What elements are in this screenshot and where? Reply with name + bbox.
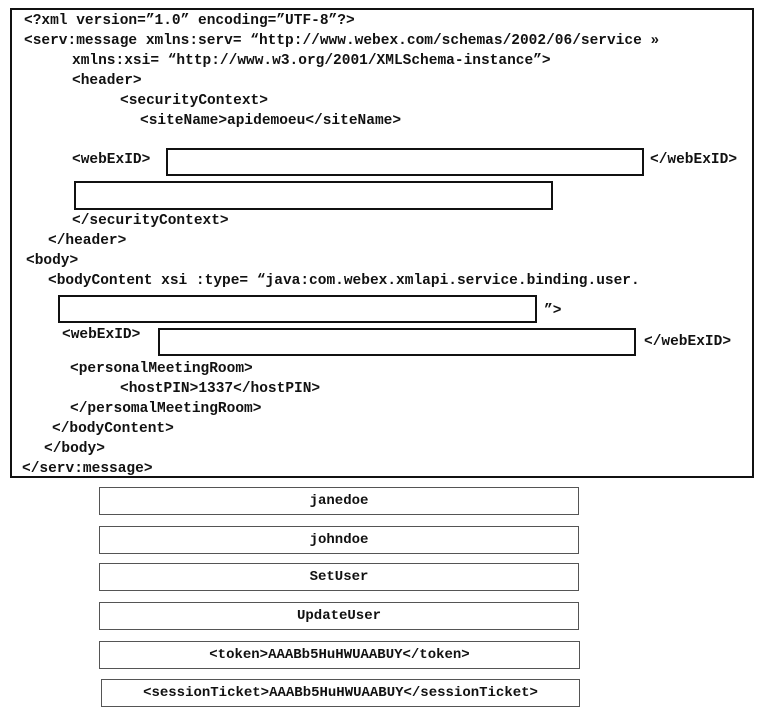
- code-line-header-close: </header>: [48, 233, 127, 249]
- code-line-body-content-close: </bodyContent>: [52, 421, 174, 437]
- code-line-type-close: ”>: [544, 303, 562, 319]
- code-line-webexid-close-2: </webExID>: [644, 334, 732, 350]
- code-line-pmr-open: <personalMeetingRoom>: [70, 361, 253, 377]
- code-line-body-content-open: <bodyContent xsi :type= “java:com.webex.xmlapi.service.binding.user.: [48, 273, 640, 289]
- code-line-body-close: </body>: [44, 441, 105, 457]
- drop-zone-security-credential[interactable]: [74, 181, 553, 210]
- code-line-serv-message-close: </serv:message>: [22, 461, 153, 477]
- code-line-xmlns-xsi: xmlns:xsi= “http://www.w3.org/2001/XMLSchema-instance”>: [72, 53, 551, 69]
- code-line-pmr-close: </persomalMeetingRoom>: [70, 401, 262, 417]
- drop-zone-body-content-type[interactable]: [58, 295, 537, 323]
- code-line-webexid-open-2: <webExID>: [62, 327, 141, 343]
- code-line-host-pin: <hostPIN>1337</hostPIN>: [120, 381, 321, 397]
- drop-zone-security-webexid[interactable]: [166, 148, 644, 176]
- code-line-security-context-open: <securityContext>: [120, 93, 268, 109]
- code-line-security-context-close: </securityContext>: [72, 213, 229, 229]
- drop-zone-body-webexid[interactable]: [158, 328, 636, 356]
- code-line-xml-declaration: <?xml version=”1.0” encoding=”UTF-8”?>: [24, 13, 355, 29]
- code-line-site-name: <siteName>apidemoeu</siteName>: [140, 113, 402, 129]
- code-line-webexid-close-1: </webExID>: [650, 152, 738, 168]
- code-line-webexid-open-1: <webExID>: [72, 152, 151, 168]
- code-line-serv-message-open: <serv:message xmlns:serv= “http://www.webex.com/schemas/2002/06/service »: [24, 33, 660, 49]
- xml-code-panel: [10, 8, 754, 478]
- answer-option-updateuser[interactable]: UpdateUser: [99, 602, 579, 630]
- answer-option-setuser[interactable]: SetUser: [99, 563, 579, 591]
- answer-option-session-ticket[interactable]: <sessionTicket>AAABb5HuHWUAABUY</sessionTicket>: [101, 679, 580, 707]
- answer-option-janedoe[interactable]: janedoe: [99, 487, 579, 515]
- code-line-body-open: <body>: [26, 253, 79, 269]
- code-line-header-open: <header>: [72, 73, 142, 89]
- answer-option-token[interactable]: <token>AAABb5HuHWUAABUY</token>: [99, 641, 580, 669]
- answer-option-johndoe[interactable]: johndoe: [99, 526, 579, 554]
